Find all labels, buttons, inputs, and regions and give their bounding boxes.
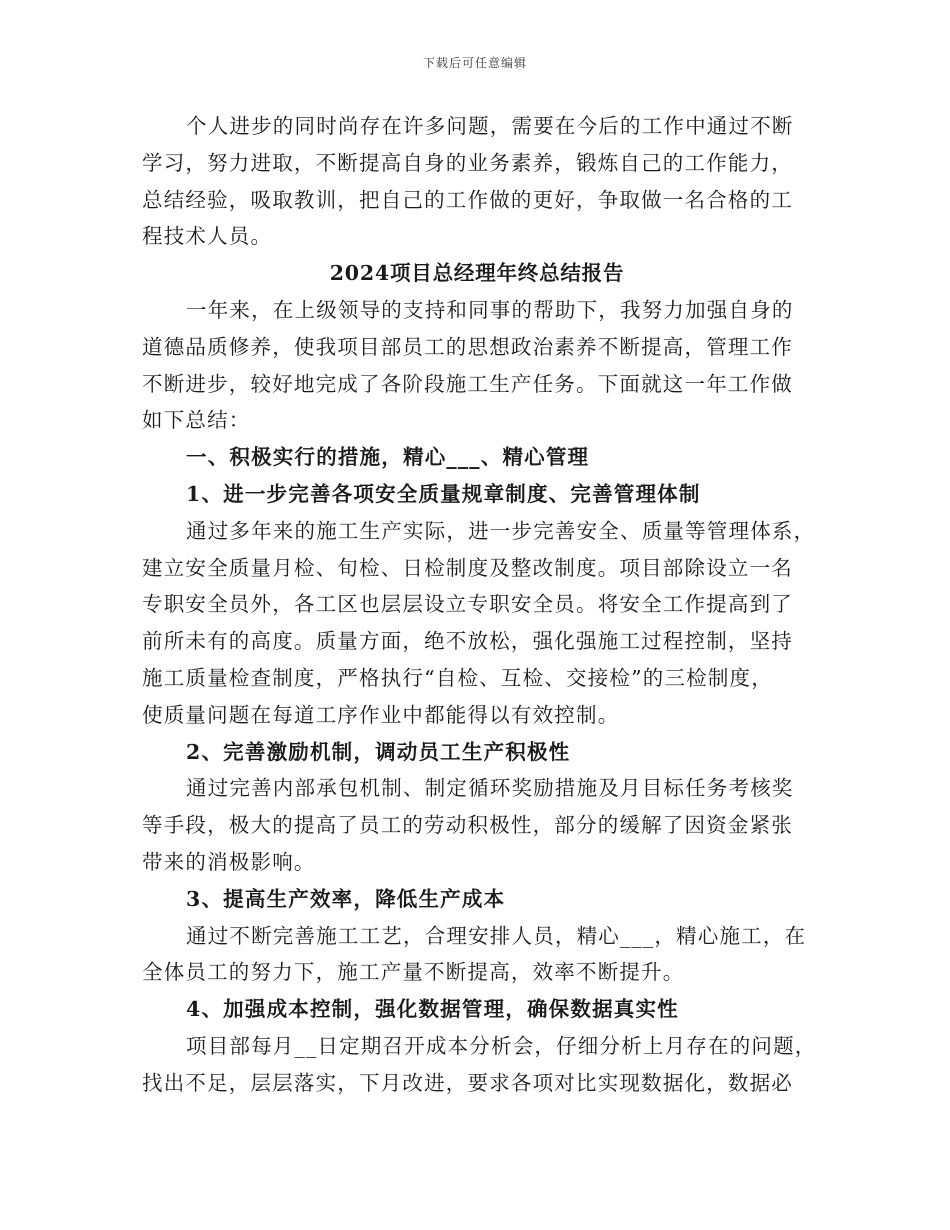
paragraph-line: 程技术人员。	[142, 224, 273, 249]
subsection-heading-1: 1、进一步完善各项安全质量规章制度、完善管理体制	[186, 481, 701, 506]
paragraph-line: 施工质量检查制度，严格执行“自检、互检、交接检”的三检制度，	[142, 665, 773, 690]
paragraph-line: 项目部每月__日定期召开成本分析会，仔细分析上月存在的问题，	[186, 1033, 817, 1058]
paragraph-self-improvement	[142, 108, 812, 255]
paragraph-line: 一年来，在上级领导的支持和同事的帮助下，我努力加强自身的	[186, 297, 794, 322]
paragraph-line: 使质量问题在每道工序作业中都能得以有效控制。	[142, 702, 620, 727]
paragraph-line: 学习，努力进取，不断提高自身的业务素养，锻炼自己的工作能力，	[142, 150, 793, 175]
document-body	[142, 108, 817, 1102]
document-title: 2024项目总经理年终总结报告	[329, 261, 625, 286]
paragraph-line: 前所未有的高度。质量方面，绝不放松，强化强施工过程控制，坚持	[142, 629, 793, 654]
paragraph-line: 通过不断完善施工工艺，合理安排人员，精心___，精心施工，在	[186, 923, 807, 948]
paragraph-incentive	[142, 770, 812, 880]
subsection-heading-2: 2、完善激励机制，调动员工生产积极性	[186, 739, 571, 764]
paragraph-line: 道德品质修养，使我项目部员工的思想政治素养不断提高，管理工作	[142, 334, 793, 359]
paragraph-line: 等手段，极大的提高了员工的劳动积极性，部分的缓解了因资金紧张	[142, 813, 793, 838]
paragraph-line: 建立安全质量月检、旬检、日检制度及整改制度。项目部除设立一名	[142, 555, 793, 580]
paragraph-line: 全体员工的努力下，施工产量不断提高，效率不断提升。	[142, 960, 685, 985]
paragraph-line: 个人进步的同时尚存在许多问题，需要在今后的工作中通过不断	[186, 114, 794, 138]
subsection-heading-3: 3、提高生产效率，降低生产成本	[186, 886, 506, 911]
paragraph-line: 通过完善内部承包机制、制定循环奖励措施及月目标任务考核奖	[186, 776, 794, 801]
paragraph-intro	[142, 292, 812, 439]
subsection-heading-4: 4、加强成本控制，强化数据管理，确保数据真实性	[186, 997, 679, 1022]
paragraph-cost-control	[142, 1028, 817, 1102]
paragraph-line: 总结经验，吸取教训，把自己的工作做的更好，争取做一名合格的工	[142, 187, 793, 212]
paragraph-line: 不断进步，较好地完成了各阶段施工生产任务。下面就这一年工作做	[142, 371, 793, 396]
paragraph-line: 找出不足，层层落实，下月改进，要求各项对比实现数据化，数据必	[142, 1070, 793, 1095]
paragraph-efficiency	[142, 918, 812, 992]
paragraph-line: 专职安全员外，各工区也层层设立专职安全员。将安全工作提高到了	[142, 592, 793, 617]
paragraph-line: 通过多年来的施工生产实际，进一步完善安全、质量等管理体系，	[186, 518, 816, 543]
paragraph-line: 带来的消极影响。	[142, 849, 316, 874]
paragraph-safety-quality	[142, 513, 816, 734]
section-heading-1: 一、积极实行的措施，精心___、精心管理	[186, 445, 590, 470]
paragraph-line: 如下总结：	[142, 408, 251, 433]
page-header: 下载后可任意编辑	[422, 56, 527, 70]
